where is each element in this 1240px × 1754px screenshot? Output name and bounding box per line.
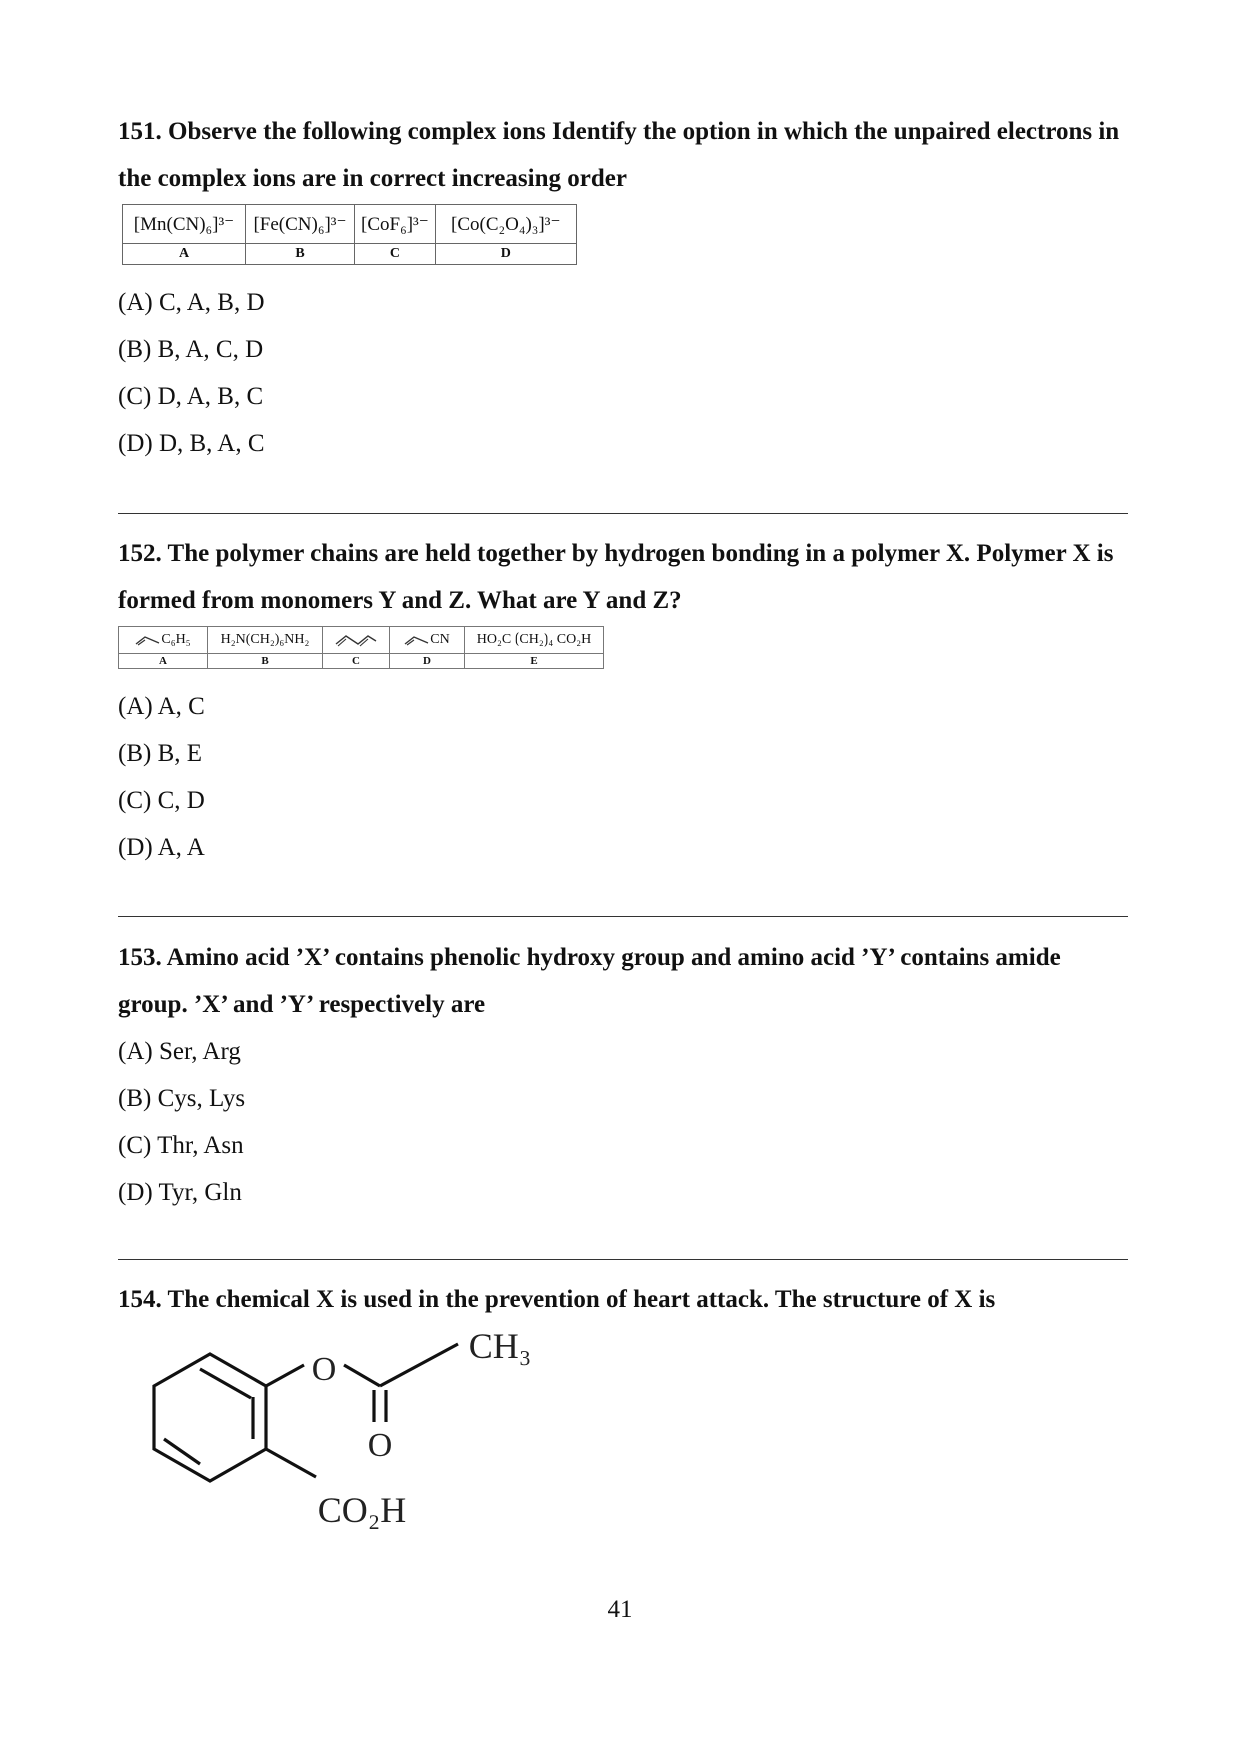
ion-cell: [Co(C₂O₄)₃]³⁻ bbox=[435, 205, 576, 244]
monomer-cell bbox=[323, 627, 390, 654]
monomer-cell bbox=[390, 627, 465, 654]
divider bbox=[118, 513, 1128, 514]
option-b: (B) Cys, Lys bbox=[118, 1085, 246, 1112]
monomer-formula: C₆H₅ bbox=[161, 632, 191, 647]
monomer-label: B bbox=[208, 654, 323, 669]
carbonyl-oxygen-label: O bbox=[367, 1427, 393, 1464]
monomer-cell bbox=[119, 627, 208, 654]
question-text: 152. The polymer chains are held together by hydrogen bonding in a polymer X. Polymer X is formed from monomers Y and Z. What are Y and Z? bbox=[118, 540, 1114, 614]
option-d: (D) D, B, A, C bbox=[118, 430, 265, 457]
question-text: 151. Observe the following complex ions Identify the option in which the unpaired electrons in the complex ions are in correct increasing order bbox=[118, 118, 1120, 192]
divider bbox=[118, 916, 1128, 917]
monomer-label: C bbox=[323, 654, 390, 669]
monomer-cell: HO₂C ⟮CH₂⟯₄ CO₂H bbox=[465, 627, 604, 654]
carboxylic-acid-label: CO₂H bbox=[317, 1490, 407, 1530]
option-a: (A) Ser, Arg bbox=[118, 1038, 241, 1065]
monomer-formula: CN bbox=[430, 632, 450, 647]
option-b: (B) B, A, C, D bbox=[118, 336, 264, 363]
option-d: (D) A, A bbox=[118, 834, 205, 861]
monomer-label: D bbox=[390, 654, 465, 669]
monomers-table bbox=[118, 626, 604, 669]
question-153 bbox=[118, 934, 1128, 1216]
complex-ions-table bbox=[122, 204, 577, 265]
ion-label: A bbox=[123, 244, 246, 265]
question-151 bbox=[118, 108, 1128, 467]
aspirin-structure bbox=[118, 1322, 618, 1552]
ion-label: B bbox=[246, 244, 355, 265]
question-text: 154. The chemical X is used in the prevention of heart attack. The structure of X is bbox=[118, 1286, 996, 1313]
page-number: 41 bbox=[607, 1596, 633, 1623]
question-152 bbox=[118, 530, 1128, 871]
monomer-cell: H₂N(CH₂)₆NH₂ bbox=[208, 627, 323, 654]
option-c: (C) D, A, B, C bbox=[118, 383, 264, 410]
ion-label: C bbox=[355, 244, 436, 265]
option-a: (A) A, C bbox=[118, 693, 205, 720]
divider bbox=[118, 1259, 1128, 1260]
monomer-label: A bbox=[119, 654, 208, 669]
ion-cell: [Mn(CN)₆]³⁻ bbox=[123, 205, 246, 244]
option-d: (D) Tyr, Gln bbox=[118, 1179, 242, 1206]
option-c: (C) Thr, Asn bbox=[118, 1132, 244, 1159]
question-154 bbox=[118, 1276, 1128, 1323]
monomer-label: E bbox=[465, 654, 604, 669]
vinyl-bond-icon bbox=[404, 634, 430, 646]
butadiene-icon bbox=[334, 633, 378, 647]
methyl-label: CH₃ bbox=[468, 1326, 532, 1366]
option-c: (C) C, D bbox=[118, 787, 205, 814]
question-text: 153. Amino acid ’X’ contains phenolic hydroxy group and amino acid ’Y’ contains amide group. ’X’ and ’Y’ respectively are bbox=[118, 944, 1061, 1018]
ion-label: D bbox=[435, 244, 576, 265]
option-a: (A) C, A, B, D bbox=[118, 289, 265, 316]
ion-cell: [Fe(CN)₆]³⁻ bbox=[246, 205, 355, 244]
option-b: (B) B, E bbox=[118, 740, 203, 767]
vinyl-bond-icon bbox=[135, 634, 161, 646]
ester-oxygen-label: O bbox=[311, 1351, 337, 1388]
ion-cell: [CoF₆]³⁻ bbox=[355, 205, 436, 244]
